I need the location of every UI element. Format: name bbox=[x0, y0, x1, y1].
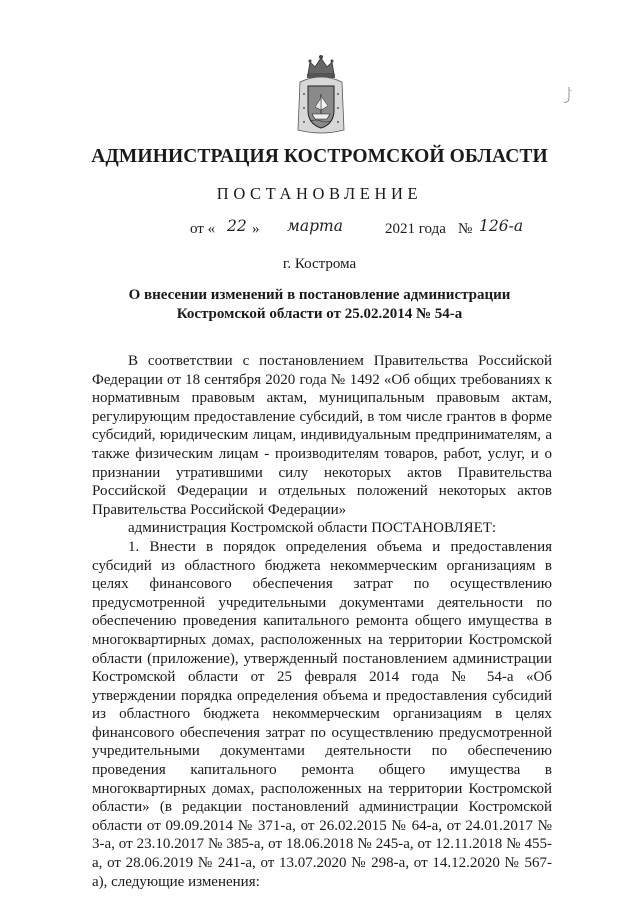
document-body bbox=[92, 352, 552, 891]
preamble-paragraph: В соответствии с постановлением Правительства Российской Федерации от 18 сентября 2020 года № 1492 «Об общих требованиях к нормативным правовым актам, муниципальным правовым актам, регулирующим предоставление субсидий, в том числе грантов в форме субсидий, юридическим лицам, индивидуальным предпринимателям, а также физическим лицам - производителям товаров, работ, услуг, и о признании утратившими силу некоторых актов Правительства Российской Федерации и отдельных положений некоторых актов Правительства Российской Федерации» bbox=[92, 353, 552, 518]
date-prefix: от « bbox=[190, 221, 216, 237]
pen-mark-icon bbox=[560, 86, 574, 106]
document-type: ПОСТАНОВЛЕНИЕ bbox=[216, 184, 423, 203]
document-subject bbox=[0, 286, 639, 324]
city-line: г. Кострома bbox=[282, 256, 357, 272]
date-number-line bbox=[0, 219, 639, 241]
date-year: 2021 года bbox=[385, 221, 446, 237]
clause-1-paragraph: 1. Внести в порядок определения объема и предоставления субсидий из областного бюджета некоммерческим организациям в целях финансового обеспечения затрат по осуществлению предусмотренной учредительными документами деятельности по обеспечению проведения капитального ремонта общего имущества в многоквартирных домах, расположенных на территории Костромской области (приложение), утвержденный постановлением администрации Костромской области от 25 февраля 2014 года № 54-а «Об утверждении порядка определения объема и предоставления субсидий из областного бюджета некоммерческим организациям в целях финансового обеспечения затрат по осуществлению предусмотренной учредительными документами деятельности по обеспечению проведения капитального ремонта общего имущества в многоквартирных домах, расположенных на территории Костромской области» (в редакции постановлений администрации Костромской области от 09.09.2014 № 371-а, от 26.02.2015 № 64-а, от 24.01.2017 № 3-а, от 23.10.2017 № 385-а, от 18.06.2018 № 245-а, от 12.11.2018 № 455-а, от 28.06.2019 № 241-а, от 13.07.2020 № 298-а, от 14.12.2020 № 567-а), следующие изменения: bbox=[92, 538, 552, 890]
document-number: 126-а bbox=[479, 217, 524, 235]
date-day: 22 bbox=[227, 217, 247, 235]
subject-line-2: Костромской области от 25.02.2014 № 54-а bbox=[176, 306, 463, 322]
date-close-quote: » bbox=[252, 221, 260, 237]
number-label: № bbox=[458, 221, 473, 237]
organization-title: АДМИНИСТРАЦИЯ КОСТРОМСКОЙ ОБЛАСТИ bbox=[91, 146, 548, 167]
date-month: марта bbox=[287, 217, 343, 235]
coat-of-arms-icon bbox=[296, 52, 346, 136]
resolution-paragraph: администрация Костромской области ПОСТАНОВЛЯЕТ: bbox=[128, 520, 497, 537]
subject-line-1: О внесении изменений в постановление администрации bbox=[128, 287, 511, 303]
